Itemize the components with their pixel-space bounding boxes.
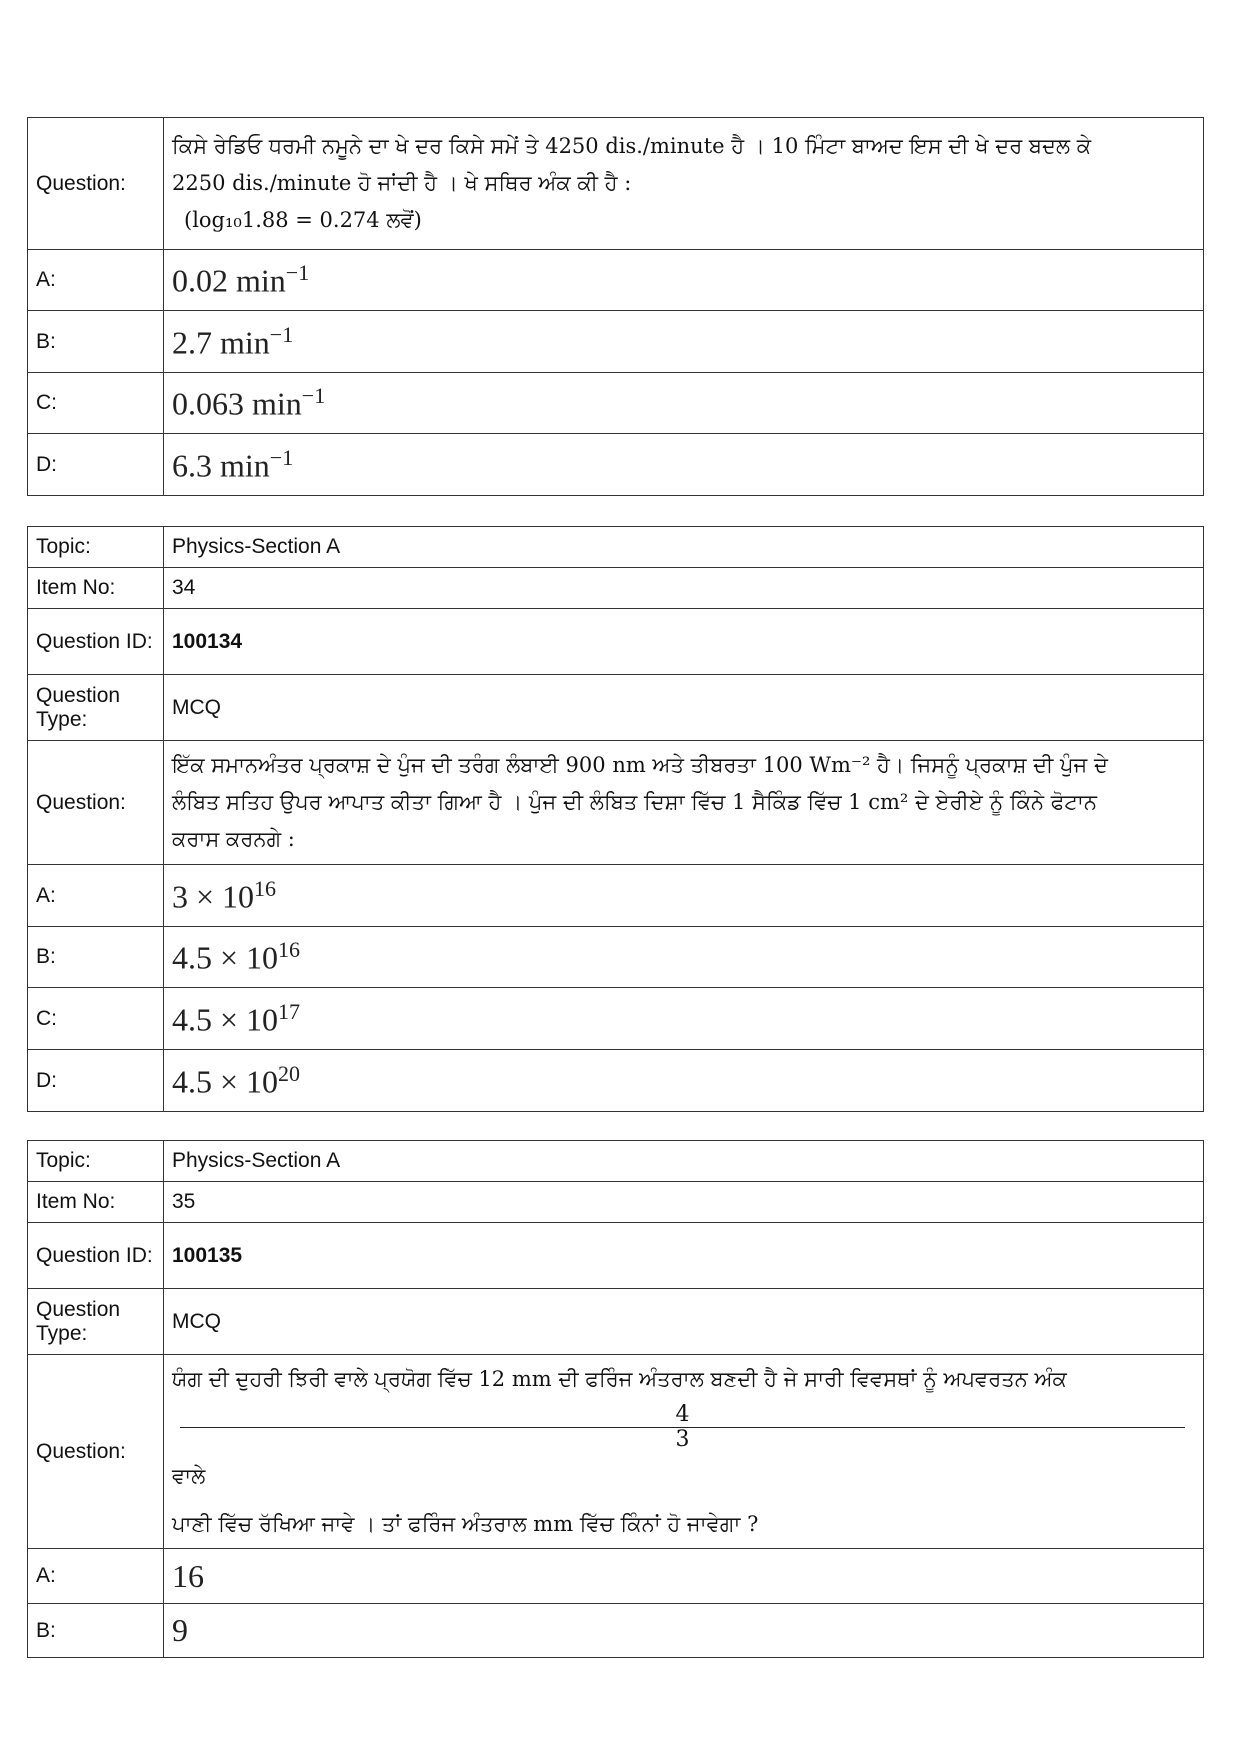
option-b-value: 2.7 $\min^{-1}$ bbox=[164, 311, 1204, 373]
option-d-value: 6.3 $\min^{-1}$ bbox=[164, 434, 1204, 496]
question-label: Question: bbox=[28, 1355, 164, 1549]
option-b-value: $4.5 \times 10^{16}$ bbox=[164, 927, 1204, 988]
option-d-value: $4.5 \times 10^{20}$ bbox=[164, 1050, 1204, 1112]
option-a-value: 16 bbox=[164, 1549, 1204, 1604]
question-id-label: Question ID: bbox=[28, 1223, 164, 1289]
option-c-label: C: bbox=[28, 373, 164, 434]
question-type-value: MCQ bbox=[164, 1289, 1204, 1355]
option-a-label: A: bbox=[28, 865, 164, 927]
question-type-value: MCQ bbox=[164, 675, 1204, 741]
option-b-label: B: bbox=[28, 927, 164, 988]
option-d-label: D: bbox=[28, 434, 164, 496]
question-text bbox=[164, 118, 1204, 250]
item-no-label: Item No: bbox=[28, 568, 164, 609]
question-id-value: 100134 bbox=[164, 609, 1204, 675]
question-id-label: Question ID: bbox=[28, 609, 164, 675]
topic-value: Physics-Section A bbox=[164, 1141, 1204, 1182]
option-b-value: 9 bbox=[164, 1604, 1204, 1658]
question-type-label: Question Type: bbox=[28, 1289, 164, 1355]
option-b-label: B: bbox=[28, 1604, 164, 1658]
question-line: ਕਿਸੇ ਰੇਡਿਓ ਧਰਮੀ ਨਮੂਨੇ ਦਾ ਖੇ ਦਰ ਕਿਸੇ ਸਮੇਂ ਤੇ 4250 dis./minute ਹੈ । 10 ਮਿੰਟਾ ਬਾਅਦ ਇਸ ਦੀ ਖੇ ਦਰ ਬਦਲ ਕੇ bbox=[172, 134, 1092, 158]
question-line: ਪਾਣੀ ਵਿੱਚ ਰੱਖਿਆ ਜਾਵੇ । ਤਾਂ ਫਰਿੰਜ ਅੰਤਰਾਲ mm ਵਿੱਚ ਕਿੰਨਾਂ ਹੋ ਜਾਵੇਗਾ ? bbox=[172, 1512, 759, 1536]
option-a-value: $3 \times 10^{16}$ bbox=[164, 865, 1204, 927]
question-label: Question: bbox=[28, 118, 164, 250]
topic-value: Physics-Section A bbox=[164, 527, 1204, 568]
option-d-label: D: bbox=[28, 1050, 164, 1112]
option-c-label: C: bbox=[28, 988, 164, 1050]
topic-label: Topic: bbox=[28, 1141, 164, 1182]
option-b-label: B: bbox=[28, 311, 164, 373]
item-no-value: 35 bbox=[164, 1182, 1204, 1223]
question-block-3 bbox=[27, 1140, 1204, 1658]
question-line: ਕਰਾਸ ਕਰਨਗੇ : bbox=[172, 827, 295, 851]
question-label: Question: bbox=[28, 741, 164, 865]
item-no-value: 34 bbox=[164, 568, 1204, 609]
question-block-1 bbox=[27, 117, 1204, 496]
question-line: (log₁₀1.88 = 0.274 ਲਵੋਂ) bbox=[184, 208, 422, 232]
question-block-2 bbox=[27, 526, 1204, 1112]
question-line: ਯੰਗ ਦੀ ਦੁਹਰੀ ਝਿਰੀ ਵਾਲੇ ਪ੍ਰਯੋਗ ਵਿੱਚ 12 mm ਦੀ ਫਰਿੰਜ ਅੰਤਰਾਲ ਬਣਦੀ ਹੈ ਜੇ ਸਾਰੀ ਵਿਵਸਥਾਂ ਨੂੰ ਅਪਵਰਤਨ ਅੰਕ 4 3 ਵਾਲੇ bbox=[172, 1355, 1193, 1500]
question-type-label: Question Type: bbox=[28, 675, 164, 741]
question-id-value: 100135 bbox=[164, 1223, 1204, 1289]
topic-label: Topic: bbox=[28, 527, 164, 568]
option-a-value: 0.02 $\min^{-1}$ bbox=[164, 250, 1204, 311]
question-line: 2250 dis./minute ਹੋ ਜਾਂਦੀ ਹੈ । ਖੇ ਸਥਿਰ ਅੰਕ ਕੀ ਹੈ : bbox=[172, 171, 632, 195]
option-c-value: 0.063 $\min^{-1}$ bbox=[164, 373, 1204, 434]
option-a-label: A: bbox=[28, 1549, 164, 1604]
question-text bbox=[164, 1355, 1204, 1549]
question-text bbox=[164, 741, 1204, 865]
option-a-label: A: bbox=[28, 250, 164, 311]
question-line: ਲੰਬਿਤ ਸਤਿਹ ਉਪਰ ਆਪਾਤ ਕੀਤਾ ਗਿਆ ਹੈ । ਪੁੰਜ ਦੀ ਲੰਬਿਤ ਦਿਸ਼ਾ ਵਿੱਚ 1 ਸੈਕਿੰਡ ਵਿੱਚ 1 cm² ਦੇ ਏਰੀਏ ਨੂੰ ਕਿੰਨੇ ਫੋਟਾਨ bbox=[172, 790, 1098, 814]
question-line: ਇੱਕ ਸਮਾਨਅੰਤਰ ਪ੍ਰਕਾਸ਼ ਦੇ ਪੁੰਜ ਦੀ ਤਰੰਗ ਲੰਬਾਈ 900 nm ਅਤੇ ਤੀਬਰਤਾ 100 Wm⁻² ਹੈ। ਜਿਸਨੂੰ ਪ੍ਰਕਾਸ਼ ਦੀ ਪੁੰਜ ਦੇ bbox=[172, 753, 1108, 777]
refractive-index-fraction: 4 3 bbox=[180, 1403, 1185, 1452]
option-c-value: $4.5 \times 10^{17}$ bbox=[164, 988, 1204, 1050]
item-no-label: Item No: bbox=[28, 1182, 164, 1223]
